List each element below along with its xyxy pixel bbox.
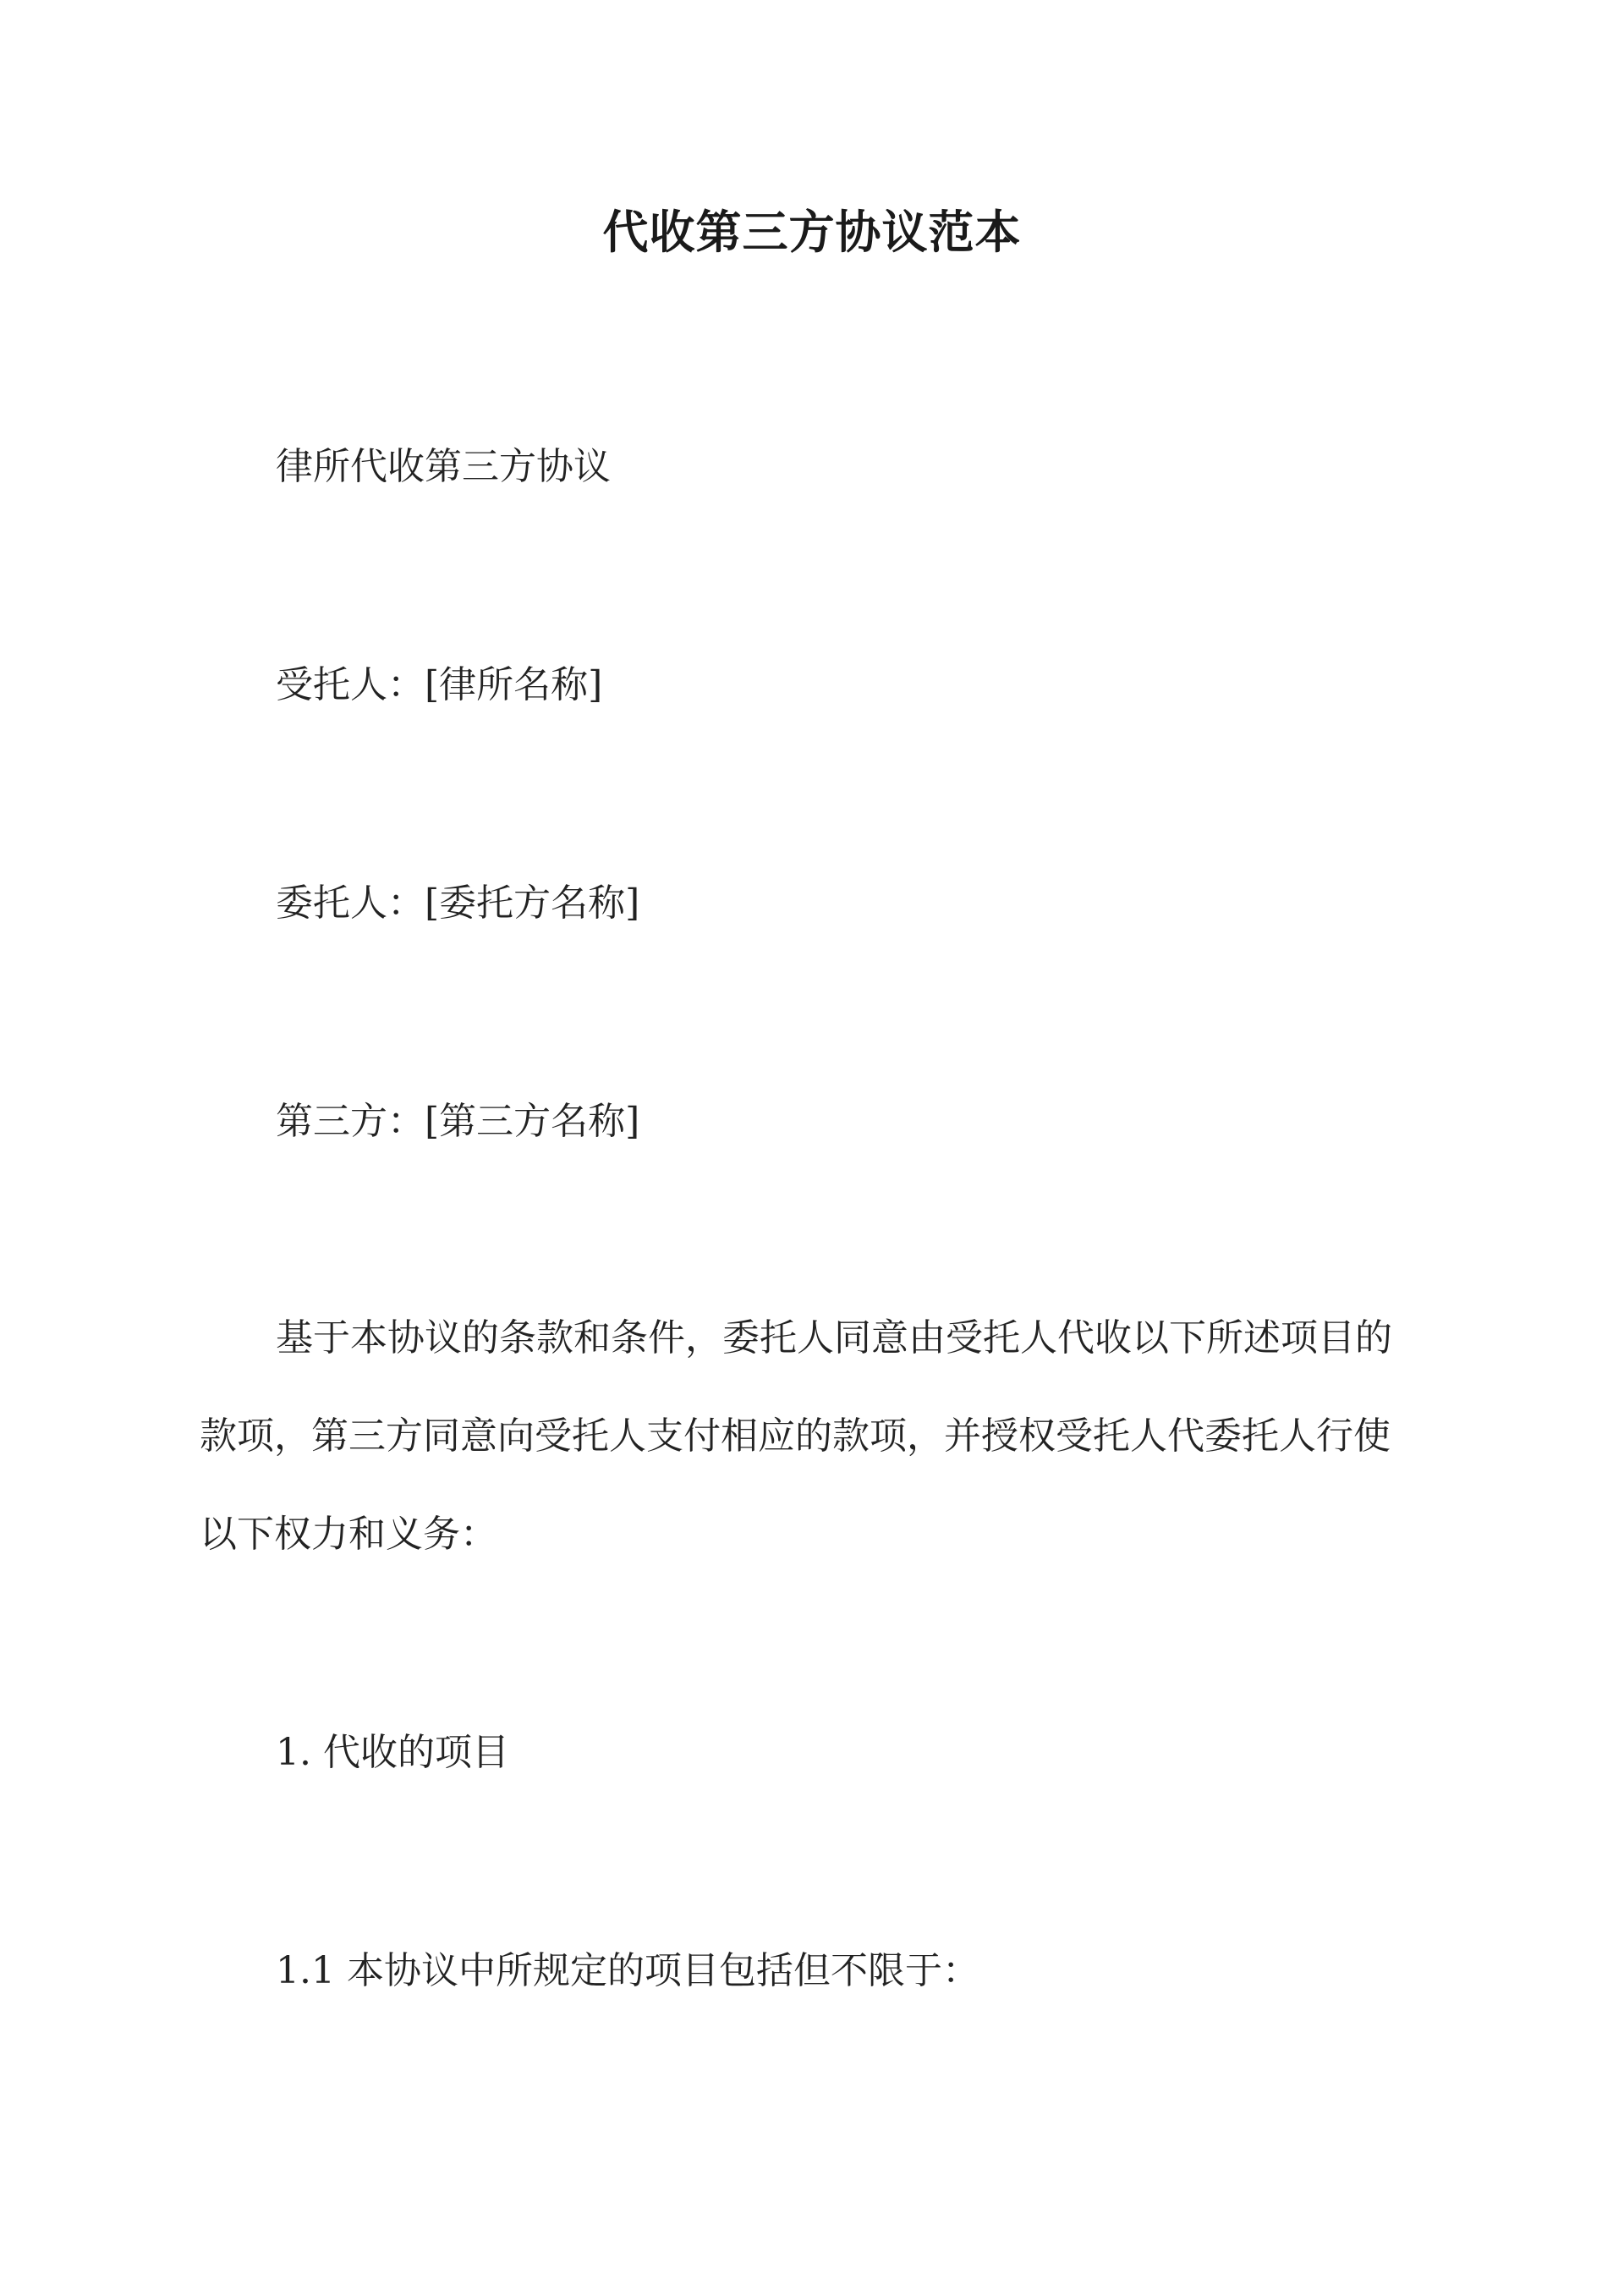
- document-title: 代收第三方协议范本: [602, 205, 1022, 259]
- trustee-line: 受托人：[律所名称]: [276, 663, 603, 706]
- third-party-line: 第三方：[第三方名称]: [276, 1100, 640, 1143]
- intro-line-1: 基于本协议的条款和条件，委托人同意由受托人代收以下所述项目的: [276, 1316, 1392, 1359]
- principal-line: 委托人：[委托方名称]: [276, 882, 640, 925]
- section-1-heading: 1. 代收的项目: [276, 1731, 509, 1774]
- agreement-heading: 律所代收第三方协议: [276, 445, 611, 488]
- section-1-1-text: 1.1 本协议中所规定的项目包括但不限于：: [276, 1949, 979, 1992]
- intro-line-2: 款项，第三方同意向受托人支付相应的款项，并授权受托人代委托人行使: [200, 1414, 1391, 1458]
- intro-line-3: 以下权力和义务：: [200, 1513, 497, 1556]
